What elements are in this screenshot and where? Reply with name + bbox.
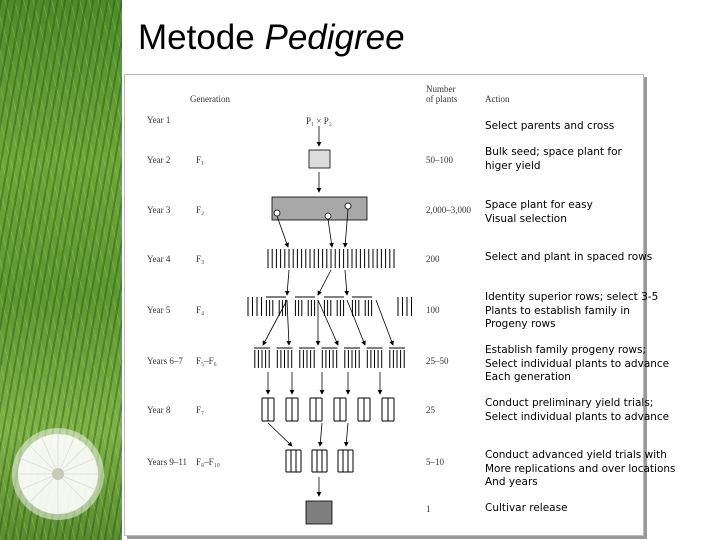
action-text: Conduct advanced yield trials with More replications and over locations And years bbox=[485, 449, 676, 488]
generation-label: F₄ bbox=[196, 305, 205, 315]
generation-label: F₈–F₁₀ bbox=[196, 457, 220, 467]
plants-count: 200 bbox=[426, 254, 440, 264]
f2-spaced-plants-box bbox=[272, 197, 367, 220]
generation-label: F₇ bbox=[196, 405, 205, 415]
plants-count: 5–10 bbox=[426, 457, 444, 467]
header-number-line1: Number bbox=[426, 84, 456, 94]
arrow bbox=[287, 270, 289, 295]
arrow bbox=[318, 270, 331, 295]
arrow bbox=[287, 300, 289, 345]
arrow bbox=[328, 219, 332, 247]
cultivar-release-box bbox=[306, 501, 332, 524]
f1-bulk-box bbox=[309, 150, 330, 168]
arrow bbox=[320, 423, 322, 446]
arrow bbox=[376, 300, 393, 345]
title-italic: Pedigree bbox=[264, 18, 405, 57]
plants-count: 2,000–3,000 bbox=[426, 205, 471, 215]
generation-label: F₁ bbox=[196, 155, 205, 165]
action-text: Conduct preliminary yield trials; Select individual plants to advance bbox=[485, 397, 670, 423]
year-label: Years 6–7 bbox=[147, 356, 183, 366]
selected-plant bbox=[274, 210, 280, 216]
plants-count: 50–100 bbox=[426, 155, 453, 165]
generation-label: F₅–F₆ bbox=[196, 356, 217, 366]
year-label: Year 2 bbox=[147, 155, 171, 165]
generation-label: F₂ bbox=[196, 205, 205, 215]
year-label: Year 8 bbox=[147, 405, 171, 415]
arrow bbox=[345, 270, 347, 295]
header-generation: Generation bbox=[190, 94, 230, 104]
arrow bbox=[277, 216, 288, 247]
action-text: Select and plant in spaced rows bbox=[485, 251, 653, 263]
selected-plant bbox=[345, 203, 351, 209]
plant-rows bbox=[248, 249, 412, 472]
action-text: Select parents and cross bbox=[485, 120, 615, 132]
year-label: Year 5 bbox=[147, 305, 171, 315]
cross-label: P₁ × P₂ bbox=[306, 116, 332, 126]
action-text: Cultivar release bbox=[485, 502, 568, 514]
title-main: Metode bbox=[138, 18, 255, 57]
year-label: Years 9–11 bbox=[147, 457, 188, 467]
arrow bbox=[346, 423, 348, 446]
action-text: Establish family progeny rows; Select individual plants to advance Each generation bbox=[485, 344, 670, 383]
year-label: Year 4 bbox=[147, 254, 171, 264]
plants-count: 25 bbox=[426, 405, 435, 415]
header-action: Action bbox=[485, 94, 510, 104]
year-label: Year 3 bbox=[147, 205, 171, 215]
header-number-line2: of plants bbox=[426, 94, 458, 104]
action-text: Bulk seed; space plant for higer yield bbox=[485, 146, 622, 172]
plants-count: 100 bbox=[426, 305, 440, 315]
plants-count: 25–50 bbox=[426, 356, 449, 366]
year-label: Year 1 bbox=[147, 115, 171, 125]
action-text: Identity superior rows; select 3-5 Plants to establish family in Progeny rows bbox=[485, 291, 659, 330]
action-text: Space plant for easy Visual selection bbox=[485, 199, 593, 225]
plants-count: 1 bbox=[426, 504, 431, 514]
arrow bbox=[268, 423, 292, 446]
selected-plant bbox=[325, 213, 331, 219]
generation-label: F₃ bbox=[196, 254, 205, 264]
